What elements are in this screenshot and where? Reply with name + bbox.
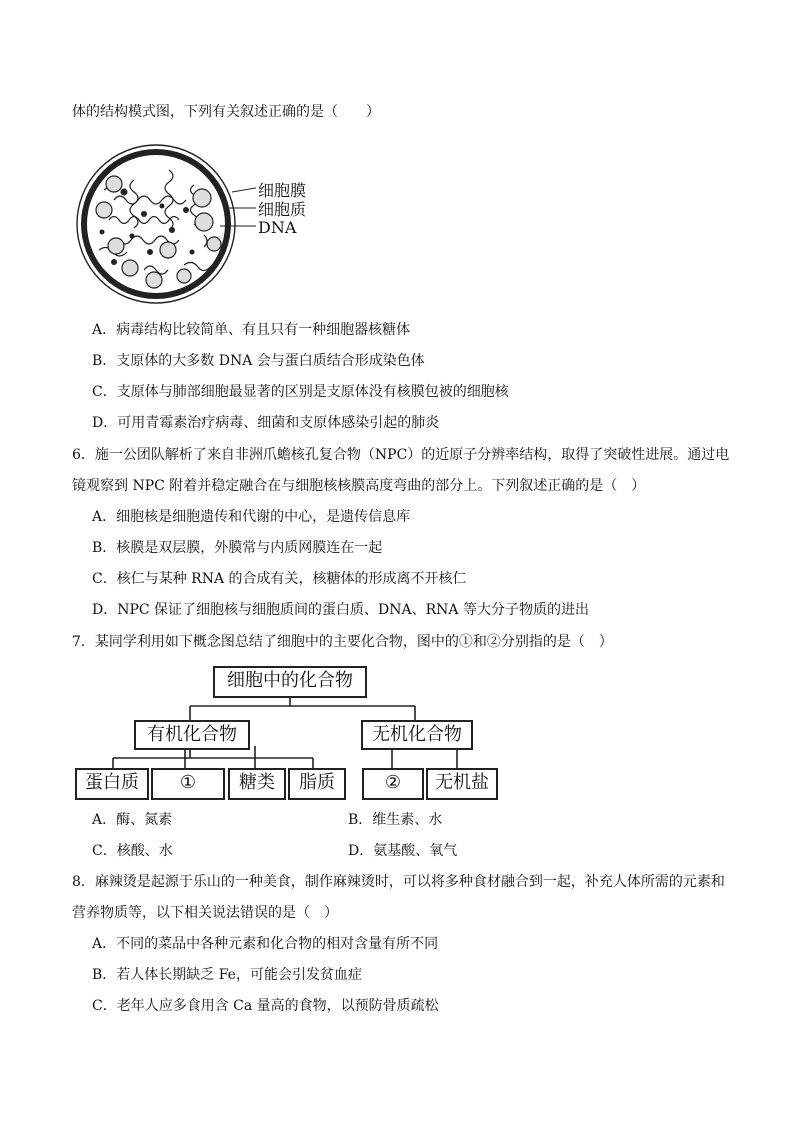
q8-stem-line-2: 营养物质等，以下相关说法错误的是（ ） <box>72 905 338 921</box>
q8-stem-line-1: 8．麻辣烫是起源于乐山的一种美食，制作麻辣烫时，可以将多种食材融合到一起，补充人体所需的元素和 <box>72 874 725 890</box>
q6-option-d: D．NPC 保证了细胞核与细胞质间的蛋白质、DNA、RNA 等大分子物质的进出 <box>92 602 589 618</box>
concept-sugar: 糖类 <box>228 768 286 800</box>
q7-stem: 7．某同学利用如下概念图总结了细胞中的主要化合物，图中的①和②分别指的是（ ） <box>72 634 613 650</box>
q7-option-d: D．氨基酸、氧气 <box>348 843 458 859</box>
q6-stem-line-2: 镜观察到 NPC 附着并稳定融合在与细胞核核膜高度弯曲的部分上。下列叙述正确的是（ ） <box>72 478 646 494</box>
concept-blank-1: ① <box>151 768 225 800</box>
concept-lipid: 脂质 <box>288 768 346 800</box>
q5-option-d: D．可用青霉素治疗病毒、细菌和支原体感染引起的肺炎 <box>92 415 440 431</box>
concept-inorganic: 无机化合物 <box>361 720 473 750</box>
concept-root: 细胞中的化合物 <box>213 666 367 698</box>
q8-option-b: B．若人体长期缺乏 Fe，可能会引发贫血症 <box>92 967 362 983</box>
label-cytoplasm: 细胞质 <box>258 200 307 219</box>
q5-option-c: C．支原体与肺部细胞最显著的区别是支原体没有核膜包被的细胞核 <box>92 384 509 400</box>
concept-protein: 蛋白质 <box>75 768 149 800</box>
q6-option-a: A．细胞核是细胞遗传和代谢的中心，是遗传信息库 <box>92 509 411 525</box>
concept-blank-2: ② <box>362 768 424 800</box>
q5-option-b: B．支原体的大多数 DNA 会与蛋白质结合形成染色体 <box>92 353 425 369</box>
q8-option-a: A．不同的菜品中各种元素和化合物的相对含量有所不同 <box>92 936 439 952</box>
q7-option-c: C．核酸、水 <box>92 843 173 859</box>
q6-stem-line-1: 6．施一公团队解析了来自非洲爪蟾核孔复合物（NPC）的近原子分辨率结构，取得了突破性进展。通过电 <box>72 447 730 463</box>
label-cell-membrane: 细胞膜 <box>258 181 307 200</box>
q6-option-b: B．核膜是双层膜，外膜常与内质网膜连在一起 <box>92 540 383 556</box>
q6-option-c: C．核仁与某种 RNA 的合成有关，核糖体的形成离不开核仁 <box>92 571 467 587</box>
q7-option-b: B．维生素、水 <box>348 812 443 828</box>
concept-inorganic-salt: 无机盐 <box>426 768 498 800</box>
q7-option-a: A．酶、氮素 <box>92 812 173 828</box>
label-dna: DNA <box>258 218 297 237</box>
q8-option-c: C．老年人应多食用含 Ca 量高的食物，以预防骨质疏松 <box>92 998 439 1014</box>
q5-option-a: A．病毒结构比较简单、有且只有一种细胞器核糖体 <box>92 322 411 338</box>
question-5-stem-continuation: 体的结构模式图，下列有关叙述正确的是（ ） <box>72 104 380 120</box>
concept-organic: 有机化合物 <box>134 720 250 750</box>
